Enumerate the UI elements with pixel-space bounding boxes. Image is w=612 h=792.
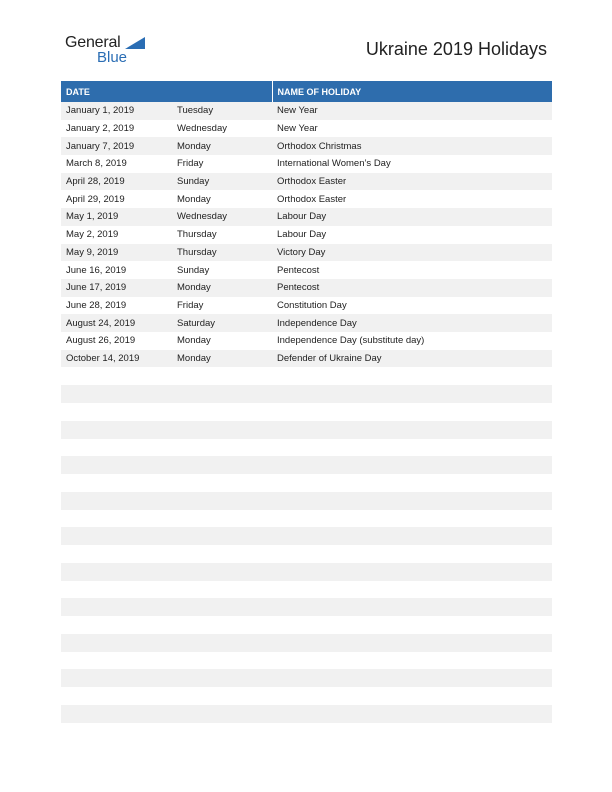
table-row [61, 261, 552, 279]
holiday-name-cell: Constitution Day [277, 299, 347, 311]
holiday-name-cell: Victory Day [272, 244, 552, 262]
table-row [61, 297, 552, 315]
empty-row [61, 634, 552, 652]
holiday-name-cell: Pentecost [277, 264, 320, 276]
table-row [61, 208, 552, 226]
date-cell: May 9, 2019 [61, 244, 172, 262]
logo-triangle-icon [125, 37, 145, 49]
date-cell: January 1, 2019 [61, 102, 172, 120]
holiday-name-cell: Defender of Ukraine Day [272, 350, 552, 368]
date-cell: April 29, 2019 [66, 193, 125, 205]
empty-row [61, 492, 552, 510]
table-row [61, 137, 552, 155]
holidays-table [61, 81, 552, 367]
table-row [61, 155, 552, 173]
holiday-name-cell: Labour Day [272, 208, 552, 226]
empty-row [61, 456, 552, 474]
weekday-cell: Monday [177, 335, 211, 347]
empty-row [61, 527, 552, 545]
empty-row [61, 385, 552, 403]
logo-text-general: General [65, 34, 121, 51]
weekday-cell: Friday [177, 158, 204, 170]
date-cell: August 26, 2019 [66, 335, 136, 347]
date-cell: June 17, 2019 [61, 279, 172, 297]
holiday-name-cell: New Year [277, 123, 318, 135]
weekday-cell: Monday [172, 137, 272, 155]
holiday-name-cell: Independence Day (substitute day) [277, 335, 425, 347]
table-row [61, 244, 552, 262]
holiday-name-cell: Orthodox Easter [272, 173, 552, 191]
page-title: Ukraine 2019 Holidays [365, 39, 547, 59]
table-row [61, 102, 552, 120]
empty-row [61, 705, 552, 723]
table-row [61, 226, 552, 244]
holiday-name-cell: Labour Day [277, 229, 327, 241]
holiday-name-cell: Independence Day [272, 314, 552, 332]
holiday-name-cell: New Year [272, 102, 552, 120]
empty-row [61, 421, 552, 439]
date-cell: January 2, 2019 [66, 123, 135, 135]
empty-row [61, 669, 552, 687]
table-row [61, 279, 552, 297]
weekday-cell: Saturday [172, 314, 272, 332]
table-header-row [61, 81, 552, 102]
weekday-cell: Wednesday [172, 208, 272, 226]
table-row [61, 350, 552, 368]
weekday-cell: Tuesday [172, 102, 272, 120]
holiday-name-cell: Orthodox Easter [277, 193, 347, 205]
weekday-cell: Thursday [177, 229, 217, 241]
holiday-name-cell: International Women’s Day [277, 158, 391, 170]
empty-row [61, 563, 552, 581]
table-row [61, 314, 552, 332]
weekday-cell: Monday [172, 350, 272, 368]
weekday-cell: Sunday [177, 264, 210, 276]
header-holiday-name: NAME OF HOLIDAY [272, 81, 552, 102]
date-cell: May 1, 2019 [61, 208, 172, 226]
table-row [61, 120, 552, 138]
weekday-cell: Wednesday [177, 123, 227, 135]
table-row [61, 190, 552, 208]
table-row [61, 332, 552, 350]
date-cell: March 8, 2019 [66, 158, 127, 170]
date-cell: June 28, 2019 [66, 299, 127, 311]
holiday-name-cell: Pentecost [272, 279, 552, 297]
date-cell: April 28, 2019 [61, 173, 172, 191]
header-date: DATE [61, 81, 272, 102]
weekday-cell: Sunday [172, 173, 272, 191]
date-cell: October 14, 2019 [61, 350, 172, 368]
weekday-cell: Friday [177, 299, 204, 311]
logo-text-blue: Blue [97, 49, 128, 66]
weekday-cell: Monday [172, 279, 272, 297]
date-cell: January 7, 2019 [61, 137, 172, 155]
date-cell: May 2, 2019 [66, 229, 119, 241]
table-row [61, 173, 552, 191]
weekday-cell: Thursday [172, 244, 272, 262]
date-cell: June 16, 2019 [66, 264, 127, 276]
weekday-cell: Monday [177, 193, 211, 205]
date-cell: August 24, 2019 [61, 314, 172, 332]
generalblue-logo [65, 34, 155, 70]
empty-row [61, 598, 552, 616]
holiday-name-cell: Orthodox Christmas [272, 137, 552, 155]
